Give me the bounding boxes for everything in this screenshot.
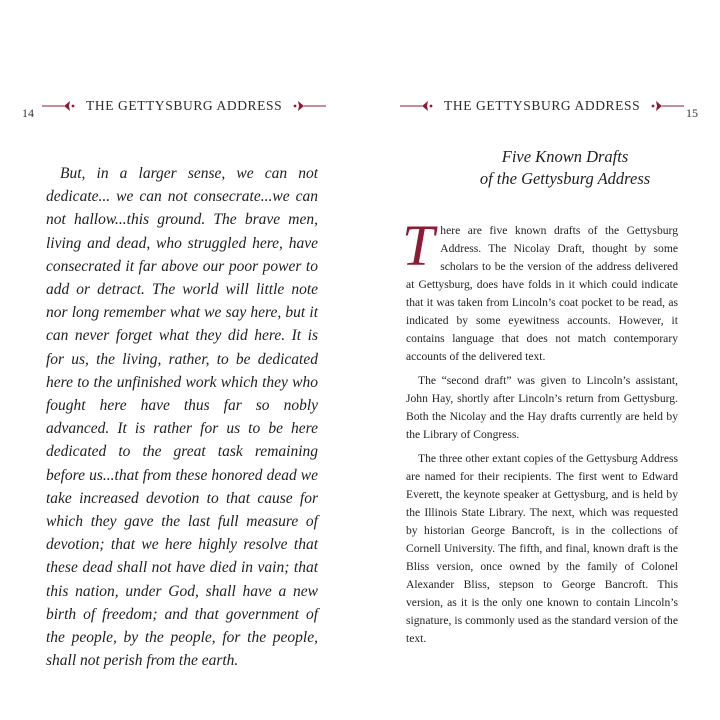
running-head [42, 98, 326, 114]
drop-cap: T [402, 213, 435, 278]
ornament-icon [292, 100, 326, 112]
section-title-line-2: of the Gettysburg Address [479, 169, 651, 188]
right-page [360, 0, 720, 720]
page-number: 14 [22, 106, 34, 120]
body-text [402, 213, 678, 654]
section-title-line-1: Five Known Drafts [501, 147, 629, 166]
running-head-text: THE GETTYSBURG ADDRESS [444, 98, 641, 113]
running-head-text: THE GETTYSBURG ADDRESS [86, 98, 283, 113]
paragraph-1 [402, 213, 678, 366]
page-number: 15 [686, 106, 698, 120]
section-title [450, 146, 680, 190]
paragraph-2: The “second draft” was given to Lincoln’s assistant, John Hay, shortly after Lincoln’s return from Gettysburg. Both the Nicolay and the Hay drafts currently are held by the Library of Congress. [406, 374, 678, 441]
gettysburg-quote: But, in a larger sense, we can not dedicate... we can not consecrate...we can not hallow...this ground. The brave men, living and dead, who struggled here, have consecrated it far above our poor power to add or detract. The world will little note nor long remember what we say here, but it can never forget what they did here. It is for us, the living, rather, to be dedicated here to the unfinished work which they who fought here have thus far so nobly advanced. It is rather for us to be here dedicated to the great task remaining before us...that from these honored dead we take increased devotion to that cause for which they gave the last full measure of devotion; that we here highly resolve that these dead shall not have died in vain; that this nation, under God, shall have a new birth of freedom; and that government of the people, by the people, for the people, shall not perish from the earth. [46, 165, 318, 670]
ornament-icon [400, 100, 434, 112]
ornament-icon [42, 100, 76, 112]
running-head [400, 98, 684, 114]
ornament-icon [650, 100, 684, 112]
paragraph-1-text: here are five known drafts of the Gettysburg Address. The Nicolay Draft, thought by some scholars to be the version of the address delivered at Gettysburg, does have folds in it which could indicate that it was taken from Lincoln’s coat pocket to be read, as indicated by some eyewitness accounts. However, it contains language that does not match contemporary accounts of the delivered text. [406, 224, 678, 363]
paragraph-3: The three other extant copies of the Gettysburg Address are named for their recipients. The first went to Edward Everett, the keynote speaker at Gettysburg, and is held by the Illinois State Library. The next, which was requested by historian George Bancroft, is in the collections of Cornell University. The fifth, and final, known draft is the Bliss version, once owned by the family of Colonel Alexander Bliss, stepson to George Bancroft. This version, as it is the only one known to contain Lincoln’s signature, is commonly used as the standard version of the text. [406, 452, 678, 645]
